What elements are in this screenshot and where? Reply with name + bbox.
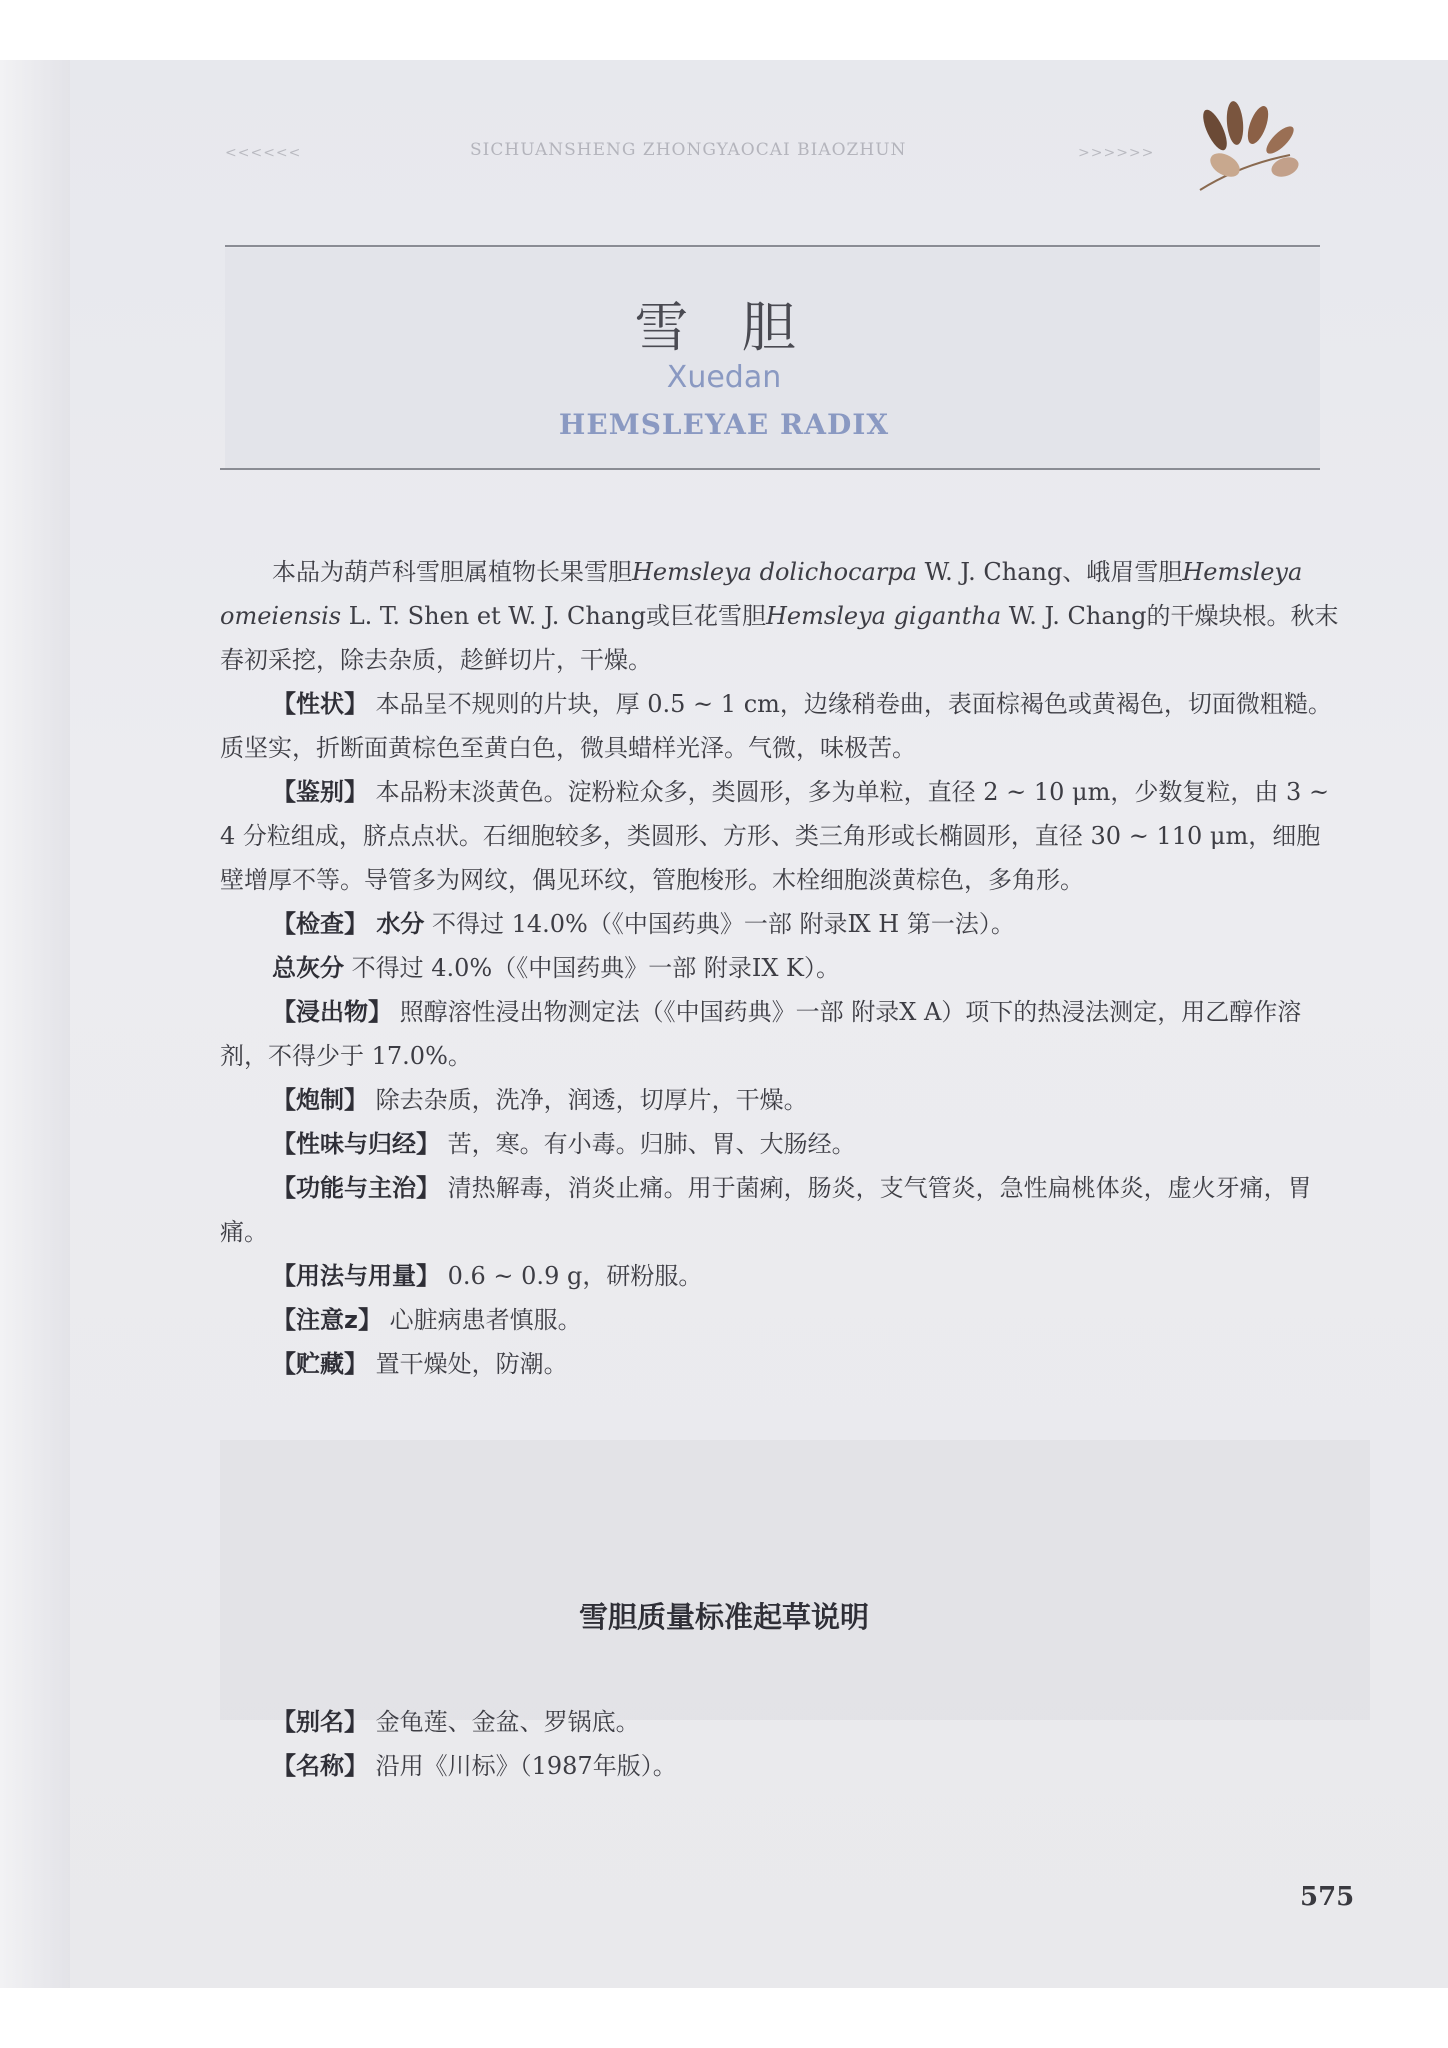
section-jiancha: 【检查】 水分 不得过 14.0%（《中国药典》一部 附录Ⅸ H 第一法）。 [272,910,1015,938]
title-bottom-rule [220,468,1320,470]
section-zhucang: 【贮藏】 置干燥处，防潮。 [272,1350,568,1378]
section-xingzhuang: 【性状】 本品呈不规则的片块，厚 0.5 ~ 1 cm，边缘稍卷曲，表面棕褐色或黄褐色，切面微粗糙。质坚实，折断面黄棕色至黄白色，微具蜡样光泽。气微，味极苦。 [220,690,1332,762]
section-label: 【性状】 [272,690,368,718]
section-jianbie: 【鉴别】 本品粉末淡黄色。淀粉粒众多，类圆形，多为单粒，直径 2 ~ 10 μm，少数复粒，由 3 ~ 4 分粒组成，脐点点状。石细胞较多，类圆形、方形、类三角形或长椭圆形，直径 30 ~ 110 μm，细胞壁增厚不等。导管多为网纹，偶见环纹，管胞梭形。木栓细胞淡黄棕色，多角形。 [220,778,1330,894]
section-label: 【贮藏】 [272,1350,368,1378]
page-shade [220,1440,1370,1720]
section-label: 【名称】 [272,1752,368,1780]
section-label: 【别名】 [272,1708,368,1736]
section-jiancha-ash: 总灰分 不得过 4.0%（《中国药典》一部 附录IX K）。 [272,954,840,982]
section-label: 【检查】 [272,910,368,938]
section-label: 【功能与主治】 [272,1174,440,1202]
section-label: 【炮制】 [272,1086,368,1114]
running-header: SICHUANSHENG ZHONGYAOCAI BIAOZHUN [470,140,907,160]
section-gongneng: 【功能与主治】 清热解毒，消炎止痛。用于菌痢，肠炎，支气管炎，急性扁桃体炎，虚火牙痛，胃痛。 [220,1174,1312,1246]
section-paozhi: 【炮制】 除去杂质，洗净，润透，切厚片，干燥。 [272,1086,808,1114]
drafting-notes-body [220,1700,1340,1788]
leaf-logo-icon [1180,95,1310,195]
header-left-decoration: <<<<<< [225,145,302,161]
monograph-body [220,550,1340,1386]
section-label: 【性味与归经】 [272,1130,440,1158]
title-top-rule [225,245,1320,247]
title-chinese: 雪 胆 [634,296,814,359]
section-yongfa: 【用法与用量】 0.6 ~ 0.9 g，研粉服。 [272,1262,703,1290]
title-latin: HEMSLEYAE RADIX [558,408,890,441]
section-label: 【用法与用量】 [272,1262,440,1290]
section-xingwei: 【性味与归经】 苦，寒。有小毒。归肺、胃、大肠经。 [272,1130,856,1158]
section-bieming: 【别名】 金龟莲、金盆、罗锅底。 [272,1708,640,1736]
header-right-decoration: >>>>>> [1078,145,1155,161]
drafting-notes-title: 雪胆质量标准起草说明 [578,1600,869,1634]
section-label: 【鉴别】 [272,778,368,806]
section-zhuyi: 【注意z】 心脏病患者慎服。 [272,1306,582,1334]
intro-paragraph: 本品为葫芦科雪胆属植物长果雪胆Hemsleya dolichocarpa W. J. Chang、峨眉雪胆Hemsleya omeiensis L. T. Shen et W. J. Chang或巨花雪胆Hemsleya gigantha W. J. Chang的干燥块根。秋末春初采挖，除去杂质，趁鲜切片，干燥。 [220,558,1339,674]
page-number: 575 [1300,1882,1355,1912]
section-label: 【注意z】 [272,1306,382,1334]
section-mingcheng: 【名称】 沿用《川标》（1987年版）。 [272,1752,677,1780]
section-label: 【浸出物】 [272,998,392,1026]
section-jinchuwu: 【浸出物】 照醇溶性浸出物测定法（《中国药典》一部 附录X A）项下的热浸法测定，用乙醇作溶剂，不得少于 17.0%。 [220,998,1302,1070]
title-pinyin: Xuedan [666,360,782,395]
